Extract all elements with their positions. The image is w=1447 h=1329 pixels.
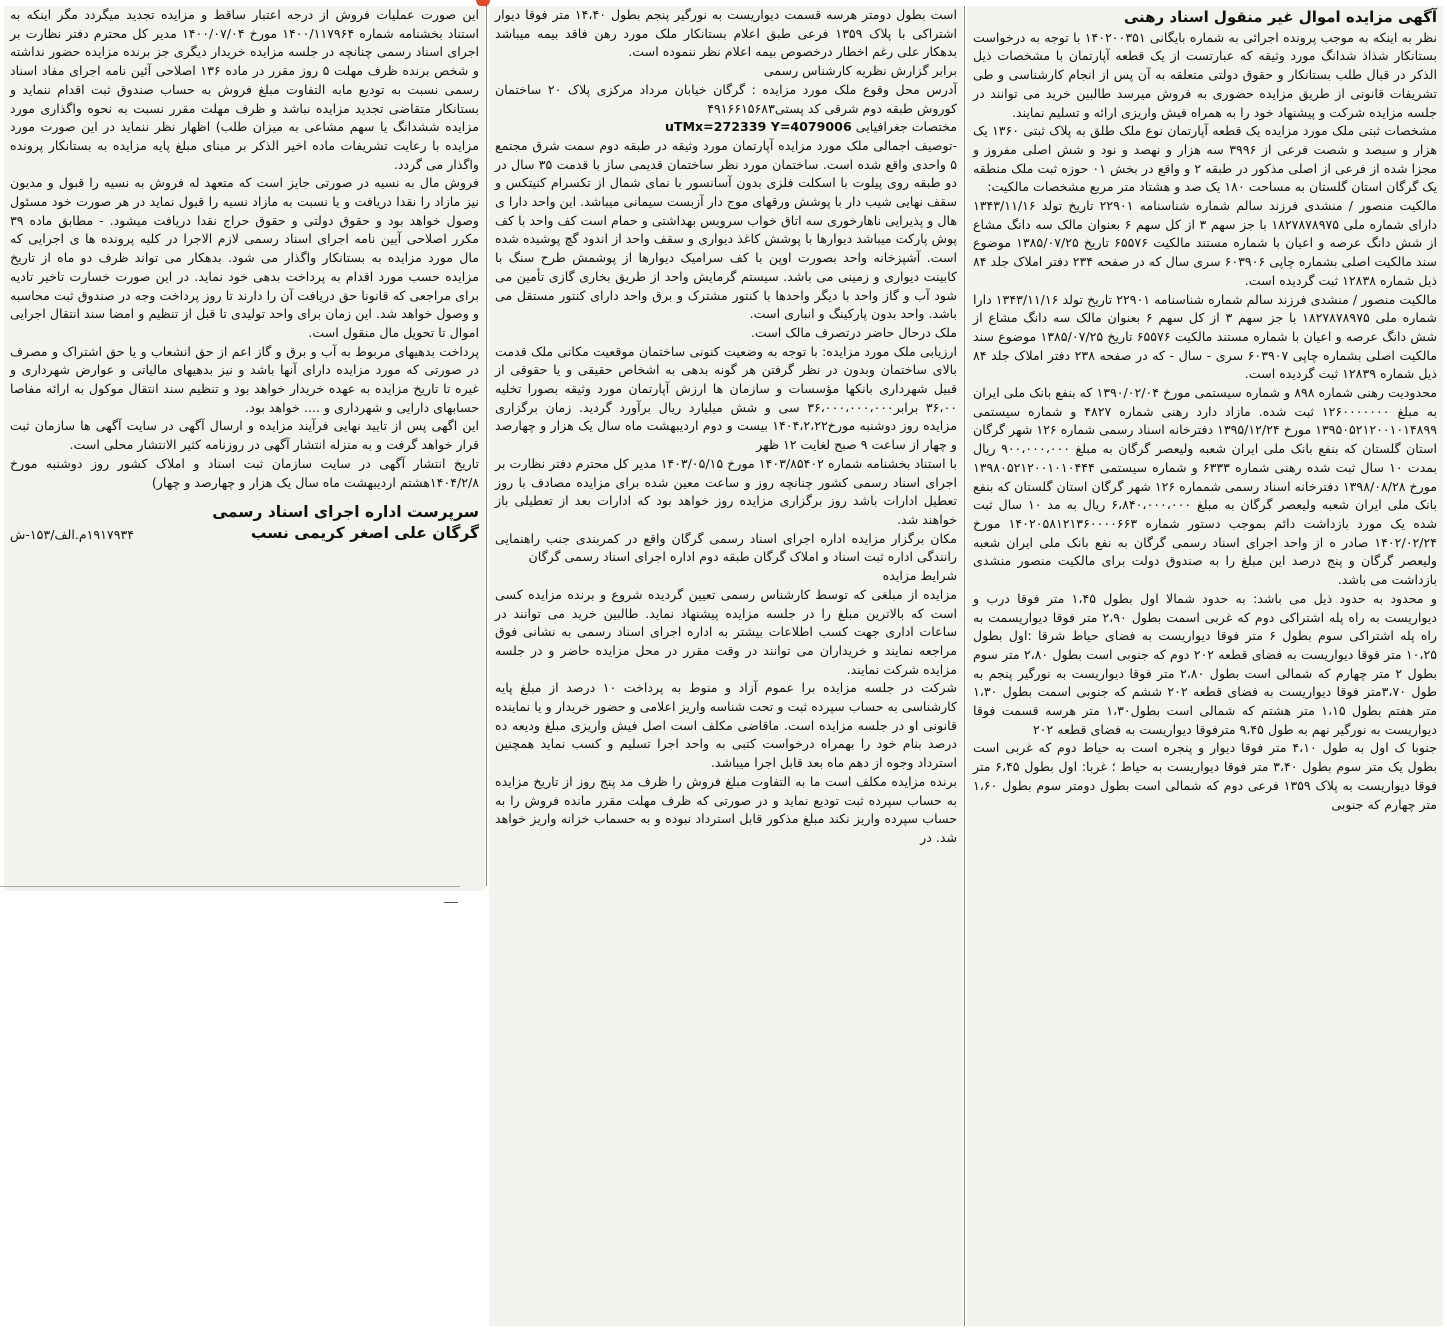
signature-title: سرپرست اداره اجرای اسناد رسمی [212,503,479,522]
paragraph: مکان برگزار مزایده اداره اجرای اسناد رسمی گرگان واقع در کمربندی جنب راهنمایی رانندگی اداره ثبت اسناد و املاک گرگان طبقه دوم اداره اجرای اسناد رسمی گرگان [495,530,957,565]
paragraph: آدرس محل وقوع ملک مورد مزایده : گرگان خیابان مرداد مرکزی پلاک ۲۰ ساختمان کوروش طبقه دوم شرقی کد پستی۴۹۱۶۶۱۵۶۸۳ [495,81,957,116]
paragraph: است بطول دومتر هرسه قسمت دیواریست به نورگیر پنجم بطول ۱۴،۴۰ متر فوقا دیوار اشتراکی با پلاک ۱۳۵۹ فرعی طبق اعلام بستانکار ملک مورد رهن فاقد بیمه میباشد بدهکار علی رغم اخطار درخصوص بیمه اعلام نظر ننموده است. [495,7,958,60]
paragraph: شرکت در جلسه مزایده برا عموم آزاد و منوط به پرداخت ۱۰ درصد از مبلغ پایه کارشناسی به حساب سپرده ثبت و تحت شناسه واریز اعلامی و حضور خریدار و یا نماینده قانونی او در جلسه مزایده است. ماقاضی مکلف است اصل فیش واریزی مبلغ ودیعه ده درصد بنام خود را بهمراه درخواست کتبی به واحد اجرا تسلیم و کسب نماید همچنین استرداد وجوه از دهم ماه بعد قابل اجرا میباشد. [495,680,957,771]
paragraph: -توصیف اجمالی ملک مورد مزایده آپارتمان مورد وثیقه در طبقه دوم سمت شرق مجتمع ۵ واحدی واقع شده است. ساختمان مورد نظر ساختمان قدیمی ساز با قدمت ۳۵ سال در دو طبقه روی پیلوت با اسکلت فلزی بدون آسانسور با نمای شمال از تکسرام کنیتکس و سقف نهایی شیب دار با پوشش ورقهای موج دار آزبست سیمانی میباشد. این واحد دارا ی هال و پذیرایی ناهارخوری سه اتاق خواب سرویس بهداشتی و حمام است کف واحد با کف پوش پارکت میباشد دیوارها با پوشش کاغذ دیواری و سقف واحد از اندود گچ پوشیده شده است. آشپزخانه واحد بصورت اوپن با کف سرامیک دیوارها از پوشمش طرح سنگ با کابینت دیواری و زمینی می باشد. سیستم گرمایش واحد از طریق بخاری گازی تأمین می شود آب و گاز واحد با دیگر واحدها با کنتور مشترک و برق واحد دارای کنتور مستقل می باشد. واحد بدون پارکینگ و انباری است. [495,137,957,322]
clipping-edge [0,886,460,887]
coordinates-line [495,118,957,137]
column-left [4,6,485,891]
paragraph: مشخصات ثبتی ملک مورد مزایده یک قطعه آپارتمان نوع ملک طلق به پلاک ثبتی ۱۳۶۰ یک هزار و سیصد و شصت فرعی از ۳۹۹۶ سه هزار و نهصد و نود و شش اصلی مفروز و مجزا شده از فرعی از اصلی مذکور در طبقه ۲ و واقع در بخش ۰۱ حوزه ثبت ملک منطقه یک گرگان استان گلستان به مساحت ۱۸۰ یک صد و هشتاد متر مربع مشخصات مالکیت: [973,123,1438,195]
column-divider [486,6,487,886]
column-right [967,6,1443,1326]
paragraph: محدودیت رهنی شماره ۸۹۸ و شماره سیستمی مورخ ۱۳۹۰/۰۲/۰۴ که بنفع بانک ملی ایران به مبلغ ۱۲۶۰۰۰۰۰۰۰ ثبت شده. مازاد دارد رهنی شماره ۴۸۲۷ و شماره سیستمی ۱۳۹۵۰۵۲۱۲۰۰۱۰۱۴۸۹۹ مورخ ۱۳۹۵/۱۲/۲۴ دفترخانه اسناد رسمی شماره ۱۲۶ شهر گرگان استان گلستان که بنفع بانک ملی ایران شعبه ولیعصر گرگان به مبلغ ۹۰۰،۰۰۰،۰۰۰ ریال بمدت ۱۰ سال ثبت شده رهنی شماره ۶۳۳۳ و شماره سیستمی ۱۳۹۸۰۵۲۱۲۰۰۱۰۱۰۴۴۴ مورخ ۱۳۹۸/۰۸/۲۸ دفترخانه اسناد رسمی شمماره ۱۲۶ شهر گرگان استان گلستان که بنفع بانک ملی ایران شعبه ولیعصر گرگان به مبلغ ۶،۸۴۰،۰۰۰،۰۰۰ ریال به مد ۱۰ سال ثبت شده یک مورد بازداشت دائم بموجب دستور شماره ۱۴۰۲۰۵۸۱۲۱۳۶۰۰۰۰۶۶۳ مورخ ۱۴۰۲/۰۲/۲۴ صادر ه از واحد اجرای اسناد رسمی گرگان به نفع بانک ملی ایران شعبه ولیعصر گرگان و پنج درصد این مبلغ را به صندوق دولت برای مالکیت منصور منشدی بازداشت می باشد. [973,385,1438,588]
paragraph: پرداخت بدهیهای مربوط به آب و برق و گاز اعم از حق انشعاب و یا حق اشتراک و مصرف در صورتی که مورد مزایده دارای آنها باشد و نیز بدهیهای مالیاتی و عوارض شهرداری و غیره تا تاریخ مزایده به عهده خریدار خواهد بود و تنظیم سند انتقال موکول به ارائه مفاصا حسابهای دارایی و شهرداری و .... خواهد بود. [10,343,479,415]
notice-title: آگهی مزایده اموال غیر منقول اسناد رهنی [1123,8,1437,26]
paragraph: مزایده از مبلغی که توسط کارشناس رسمی تعیین گردیده شروع و برنده مزایده کسی است که بالاترین مبلغ را در جلسه مزایده پیشنهاد نماید. طالبین خرید می توانند در ساعات اداری جهت کسب اطلاعات بیشتر به اداره اجرای اسناد رسمی به نشانی فوق مراجعه نمایند و خریداران می توانند در وقت مقرر در محل مزایده حاضر و در جلسه مزایده شرکت نمایند. [495,586,957,677]
paragraph: و محدود به حدود ذیل می باشد: به حدود شمالا اول بطول ۱،۴۵ متر فوقا درب و دیواریست به راه پله اشتراکی دوم که غربی اسمت بطول ۲،۹۰ متر فوقا دیواریسمت به راه پله اشتراکی سوم بطول ۶ متر فوقا دیواریست به فضای حیاط شرقا :اول بطول ۱۰،۲۵ متر فوقا دیواریست به فضای قطعه ۲۰۲ دوم که جنوبی است بطول ۲،۸۰ متر سوم بطول ۲ متر چهارم که شمالی است بطول ۲،۸۰ متر فوقا دیواریست به نورگیر پنجم به طول ۳،۷۰متر فوقا دیواریست به فضای قطعه ۲۰۲ ششم که جنوبی اسمت بطول ۱،۳۰ متر هفتم بطول ۱،۱۵ متر هشتم که شمالی است بطول۱،۳۰ متر هرسه قسمت فوقا دیواریست به نورگیر نهم به طول ۹،۴۵ مترفوقا دیواریست به فضای قطعه ۲۰۲ [973,590,1438,737]
paragraph: جنوبا ک اول به طول ۴،۱۰ متر فوقا دیوار و پنجره است به حیاط دوم که غربی است بطول یک متر سوم بطول ۳،۴۰ متر فوقا دیواریست به حیاط ؛ غربا: اول بطول ۶،۴۵ متر فوقا دیواریست به پلاک ۱۳۵۹ فرعی دوم که شمالی است بطول دومتر سوم بطول ۱،۶۰ متر چهارم که جنوبی [973,740,1437,812]
signature [212,502,479,544]
paragraph: نظر به اینکه به موجب پرونده اجرائی به شماره بایگانی ۱۴۰۲۰۰۳۵۱ با توجه به درخواست بستانکار شذاذ شدانگ مورد وثیقه که عبارتست از یک قطعه آپارتمان با مشخصات ذیل الذکر در قبال طلب بستانکار و حقوق دولتی متعلقه به آن پس از انجام کارشناسی و طی تشریفات قانونی از طریق مزایده حضوری به فروش میرسد طالبین خرید می توانند در جلسه مزایده شرکت و پیشنهاد خود را به همراه فیش واریزی ارائه و تسلیم نمایند. [973,29,1438,120]
paragraph: تاریخ انتشار آگهی در سایت سازمان ثبت اسناد و املاک کشور روز دوشنبه مورخ ۱۴۰۴/۲/۸هشتم اردیبهشت ماه سال یک هزار و چهارصد و چهار) [10,455,479,490]
paragraph: فروش مال به نسیه در صورتی جایز است که متعهد له فروش به نسیه را قبول و مدیون نیز مازاد را نقدا دریافت و یا نسبت به مازاد نسیه را قبول نماید در هر صورت خود مسئول وصول خواهد بود و حقوق دولتی و حقوق حراج نقدا دریافت میشود. - مطابق ماده ۳۹ مکرر اصلاحی آیین نامه اجرای اسناد رسمی لازم الاجرا در کلیه پرونده ها ی اجرایی که مال مورد مزایده به بستانکار واگذار می شود. بدهکار می تواند ظرف دو ماه از تاریخ مزایده حسب مورد اقدام به پرداخت بدهی خود نماید. در این صورت خسارت تاخیر تادیه برای مراجعی که قانونا حق دریافت آن را دارند تا روز پرداخت وجه در صندوق ثبت محاسبه و وصول خواهد شد. این زمان برای واحد تولیدی تا قبل از تنظیم و امضا سند انتقال اجرایی اموال تا تحویل مال منقول است. [10,175,479,340]
coordinates-label: مختصات جغرافیایی [855,119,957,135]
paragraph: برابر گزارش نظریه کارشناس رسمی [763,63,957,79]
clipping-edge-tick [444,902,458,903]
paragraph: این صورت عملیات فروش از درجه اعتبار ساقط و مزایده تجدید میگردد مگر اینکه به استناد بخشنامه شماره ۱۴۰۰/۱۱۷۹۶۴ مورخ ۱۴۰۰/۰۷/۰۴ مدیر کل محترم دفتر نظارت بر اجرای اسناد رسمی چنانچه در جلسه مزایده خریدار دیگری جز برنده مزایده حضور نداشته و شخص برنده ظرف مهلت ۵ روز مقرر در ماده ۱۳۶ اصلاحی آئین نامه اجرای مفاد اسناد رسمی نسبت به تودیع مابه التفاوت مبلغ فروش به حساب صندوق ثبت اقدام ننماید و بستانکار متقاضی تجدید مزایده نباشد و ظرف مهلت مقرر نسبت به نحوه واگذاری مورد مزایده ششدانگ یا سهم مشاعی به میزان طلب) اظهار نظر ننماید در این صورت مورد مزایده با رعایت تشریفات ماده اخیر الذکر بر مبنای مبلغ پایه مزایده به بستانکار پرونده واگذار می گردد. [10,7,479,172]
ad-code: ۱۹۱۷۹۳۴م.الف/۱۵۳-ش [10,526,134,542]
paragraph: مالکیت منصور / منشدی فرزند سالم شماره شناسنامه ۲۲۹۰۱ تاریخ تولد ۱۳۴۳/۱۱/۱۶ دارا شماره ملی ۱۸۲۷۸۷۸۹۷۵ با جز سهم ۳ از کل سهم ۶ بعنوان مالک سه دانگ مشاع از شش دانگ عرصه و اعیان با شماره مستند مالکیت ۶۵۵۷۶ تاریخ ۱۳۸۵/۰۷/۲۵ موضوع سند مالکیت اصلی بشماره چاپی ۶۰۳۹۰۷ سری - سال - که در صفحه ۲۳۸ دفتر املاک جلد ۸۴ ذیل شماره ۱۲۸۳۹ ثبت گردیده است. [973,291,1437,382]
paragraph: برنده مزایده مکلف است ما به التفاوت مبلغ فروش را ظرف مد پنج روز از تاریخ مزایده به حساب سپرده ثبت تودیع نماید و در صورتی که ظرف مهلت مقرر مانده فروش را به حساب سپرده واریز نکند مبلغ مذکور قابل استرداد نبوده و به حسماب خزانه واریز خواهد شد. در [495,773,957,845]
column-divider [964,6,965,1326]
paragraph: مالکیت منصور / منشدی فرزند سالم شماره شناسنامه ۲۲۹۰۱ تاریخ تولد ۱۳۴۳/۱۱/۱۶ دارای شماره ملی ۱۸۲۷۸۷۸۹۷۵ با جز سهم ۳ از کل سهم ۶ بعنوان مالک سه دانگ مشاع از شش دانگ عرصه و اعیان با شماره مستند مالکیت ۶۵۵۷۶ تاریخ ۱۳۸۵/۰۷/۲۵ موضوع سند مالکیت اصلی بشماره چاپی ۶۰۳۹۰۶ سری سال که در صفحه ۲۳۴ دفتر املاک جلد ۸۴ ذیل شماره ۱۲۸۳۸ ثبت گردیده است. [973,198,1437,288]
paragraph: این اگهی پس از تایید نهایی فرآیند مزایده و ارسال آگهی در سایت آگهی ها سازمان ثبت قرار خواهد گرفت و به منزله انتشار آگهی در روزنامه کثیر الانتشار محلی است. [10,418,479,453]
paragraph: با استناد بخشنامه شماره ۱۴۰۳/۸۵۴۰۲ مورخ ۱۴۰۳/۰۵/۱۵ مدیر کل محترم دفتر نظارت بر اجرای اسناد رسمی کشور چنانچه روز و ساعت معین شده برای مزایده مصادف با روز تعطیل ادارات باشد روز برگزاری مزایده روز خواهد بود که ادارات بعد از تعطیلی باز خواهند شد. [495,455,957,527]
coordinates-value: uTMx=272339 Y=4079006 [664,119,852,135]
column-middle [489,6,963,1326]
paragraph: ملک درحال حاضر درتصرف مالک است. [750,324,957,340]
signature-name: گرگان علی اصغر کریمی نسب [250,524,479,543]
section-heading: شرایط مزایده [882,568,957,584]
signature-block [10,502,479,544]
paragraph: ارزیابی ملک مورد مزایده: با توجه به وضعیت کنونی ساختمان موقعیت مکانی ملک قدمت بالای ساختمان وبدون در نظر گرفتن هر گونه بدهی به اشخاص حقیقی و یا حقوقی از قبیل شهرداری بانکها مؤسسات و سازمان ها ارزش آپارتمان مورد وثیقه بصورا تخلیه ۳۶،۰۰ برابر۳۶،۰۰۰،۰۰۰،۰۰۰ سی و شش میلیارد ریال برآورد گردید. زمان برگزاری مزایده روز دوشنبه مورخ۱۴۰۴،۲،۲۲ بیست و دوم اردیبهشت ماه سال یک هزار و چهارصد و چهار از ساعت ۹ صبح لغایت ۱۲ ظهر [495,343,957,453]
